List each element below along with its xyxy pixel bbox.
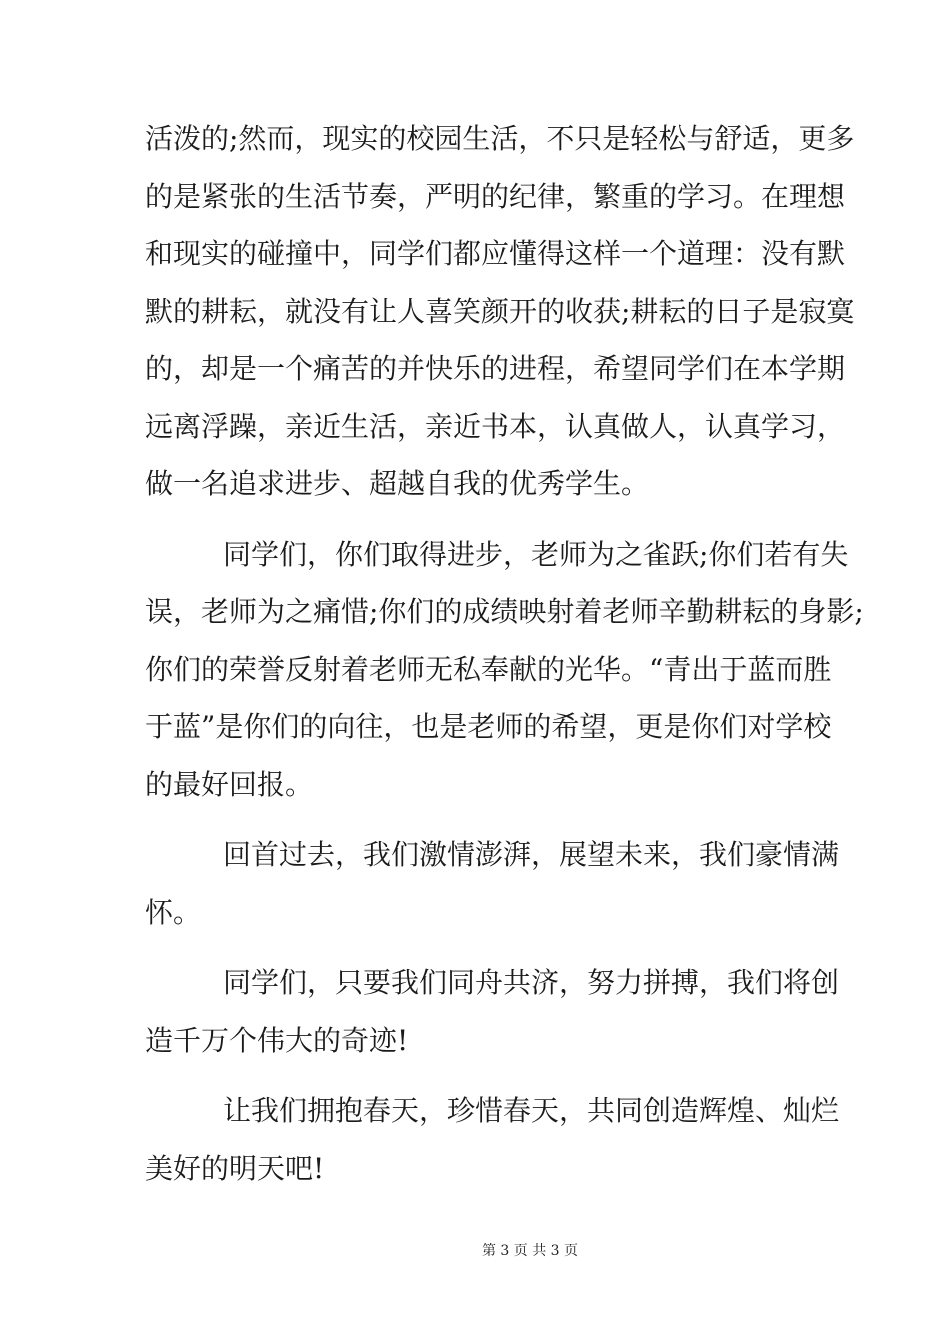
document-body <box>145 110 864 1197</box>
text-line: 于蓝”是你们的向往，也是老师的希望，更是你们对学校 <box>145 710 832 743</box>
text-line: 做一名追求进步、超越自我的优秀学生。 <box>145 467 650 500</box>
text-line: 误，老师为之痛惜;你们的成绩映射着老师辛勤耕耘的身影; <box>145 595 864 628</box>
text-line: 怀。 <box>145 895 202 929</box>
text-line: 远离浮躁，亲近生活，亲近书本，认真做人，认真学习， <box>145 409 846 443</box>
text-line: 你们的荣誉反射着老师无私奉献的光华。“青出于蓝而胜 <box>145 652 832 686</box>
text-line: 同学们，只要我们同舟共济，努力拼搏，我们将创 <box>223 966 840 999</box>
paragraph-3 <box>145 826 840 941</box>
text-line: 美好的明天吧! <box>145 1151 325 1185</box>
paragraph-5 <box>145 1082 840 1197</box>
text-line: 让我们拥抱春天，珍惜春天，共同创造辉煌、灿烂 <box>223 1094 840 1127</box>
text-line: 的，却是一个痛苦的并快乐的进程，希望同学们在本学期 <box>145 352 846 385</box>
text-line: 同学们，你们取得进步，老师为之雀跃;你们若有失 <box>223 537 849 571</box>
text-line: 活泼的;然而，现实的校园生活，不只是轻松与舒适，更多 <box>145 122 855 155</box>
text-line: 的最好回报。 <box>145 767 314 801</box>
paragraph-4 <box>145 954 840 1069</box>
text-line: 造千万个伟大的奇迹! <box>145 1023 409 1057</box>
text-line: 和现实的碰撞中，同学们都应懂得这样一个道理：没有默 <box>145 237 846 270</box>
text-line: 的是紧张的生活节奏，严明的纪律，繁重的学习。在理想 <box>145 179 846 213</box>
text-line: 回首过去，我们激情澎湃，展望未来，我们豪情满 <box>223 838 840 871</box>
text-line: 默的耕耘，就没有让人喜笑颜开的收获;耕耘的日子是寂寞 <box>145 294 855 328</box>
page-number-footer: 第 3 页 共 3 页 <box>481 1243 579 1259</box>
paragraph-2 <box>145 526 864 814</box>
paragraph-1 <box>145 110 855 513</box>
